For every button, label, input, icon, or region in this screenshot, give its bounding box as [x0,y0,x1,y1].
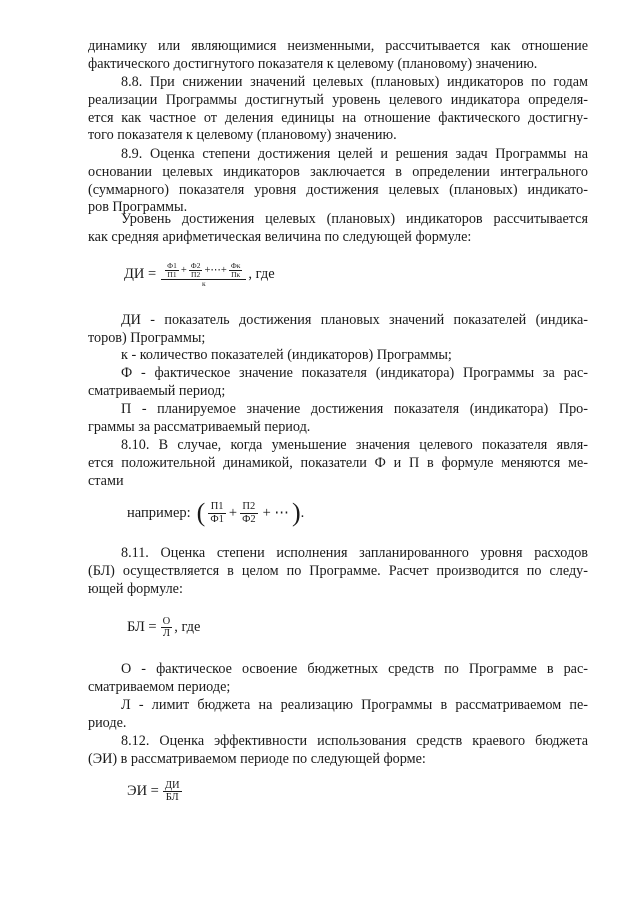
text-line: О - фактическое освоение бюджетных средств по Программе в рас- [121,661,588,677]
text-line: 8.11. Оценка степени исполнения запланированного уровня расходов [121,545,588,561]
text-line: Уровень достижения целевых (плановых) индикаторов рассчитывается [121,211,588,227]
fraction-top: П1 [210,501,224,513]
ei-fraction [163,780,182,803]
fraction-bottom: Ф2 [242,513,256,525]
paragraph-8-9 [88,146,588,217]
formula-example [127,500,304,526]
text-line: динамику или являющимися неизменными, рассчитывается как отношение [88,38,588,54]
definition-p [88,401,588,437]
text-line: (ЭИ) в рассматриваемом периоде по следующей форме: [88,750,426,767]
formula-denominator: к [201,278,206,288]
text-line: ющей формуле: [88,580,183,597]
text-line: 8.10. В случае, когда уменьшение значения целевого показателя явля- [121,437,588,453]
fraction-top: Фк [230,261,241,270]
period: . [300,504,305,521]
ellipsis-sign: + ⋯ [262,504,289,521]
paragraph-continuation [88,38,588,74]
text-line: П - планируемое значение достижения показателя (индикатора) Про- [121,401,588,417]
text-line: 8.9. Оценка степени достижения целей и решения задач Программы на [121,146,588,162]
text-line: 8.8. При снижении значений целевых (плановых) индикаторов по годам [121,74,588,90]
text-line: сматриваемый период; [88,382,226,399]
text-line: ется как частное от деления единицы на отношение фактического достигну- [88,109,588,126]
sub-fraction [165,262,179,279]
fraction-bottom: Пк [231,269,241,279]
text-line: как средняя арифметическая величина по следующей формуле: [88,228,472,245]
text-line: (суммарного) показателя уровня достижения целевых (плановых) индикато- [88,181,588,198]
plus-sign: + [228,504,238,521]
text-line: к - количество показателей (индикаторов) Программы; [121,347,452,363]
formula-lhs: ДИ = [124,266,157,283]
definition-o [88,661,588,697]
text-line: ДИ - показатель достижения плановых значений показателей (индика- [121,312,588,328]
right-paren: ) [291,498,301,527]
definition-k [88,347,588,365]
fraction-top: ДИ [164,780,180,791]
text-line: Л - лимит бюджета на реализацию Программы в рассматриваемом пе- [121,697,588,713]
sub-fraction [189,262,203,279]
fraction-bottom: Л [162,628,170,640]
formula-lhs: ЭИ = [127,783,159,800]
fraction-bottom: П1 [167,269,177,279]
paragraph-8-11 [88,545,588,598]
formula-suffix: , где [174,619,201,636]
fraction-bottom: П2 [191,269,201,279]
fraction-bottom: Ф1 [210,513,224,525]
text-line: сматриваемом периоде; [88,678,231,695]
fraction-top: О [162,616,171,627]
paragraph-8-10 [88,437,588,490]
formula-main-fraction [161,262,246,288]
paragraph-8-8 [88,74,588,145]
formula-suffix: , где [248,266,275,283]
text-line: реализации Программы достигнутый уровень целевого индикатора определя- [88,91,588,108]
text-line: Ф - фактическое значение показателя (индикатора) Программы за рас- [121,365,588,381]
text-line: основании целевых индикаторов заключается в определении интегрального [88,163,588,180]
formula-bl [127,616,201,639]
text-line: (БЛ) осуществляется в целом по Программе. Расчет производится по следу- [88,562,588,579]
definition-di [88,312,588,348]
fraction-top: Ф2 [190,261,201,270]
fraction-bottom: БЛ [165,792,179,804]
text-line: ется положительной динамикой, показатели Ф и П в формуле меняются ме- [88,454,588,471]
paragraph-8-12 [88,733,588,769]
text-line: того показателя к целевому (плановому) значению. [88,127,397,144]
bl-fraction [161,616,173,639]
text-line: ров Программы. [88,199,188,216]
text-line: риоде. [88,714,127,731]
text-line: торов) Программы; [88,329,206,346]
formula-ei [127,780,184,803]
paragraph-level [88,211,588,247]
text-line: 8.12. Оценка эффективности использования средств краевого бюджета [121,733,588,749]
plus-sign: + [180,264,187,276]
text-line: граммы за рассматриваемый период. [88,418,311,435]
fraction-top: П2 [242,501,256,513]
example-prefix: например: [127,504,191,521]
text-line: стами [88,472,124,489]
formula-numerator [161,262,246,279]
example-fraction-1 [208,501,226,524]
definition-l [88,697,588,733]
fraction-top: Ф1 [167,261,177,270]
sub-fraction [229,262,243,279]
ellipsis-sign: +⋯+ [204,264,227,276]
formula-di [124,262,275,288]
formula-lhs: БЛ = [127,619,157,636]
left-paren: ( [196,498,206,527]
example-fraction-2 [240,501,258,524]
text-line: фактического достигнутого показателя к целевому (плановому) значению. [88,55,538,72]
definition-f [88,365,588,401]
